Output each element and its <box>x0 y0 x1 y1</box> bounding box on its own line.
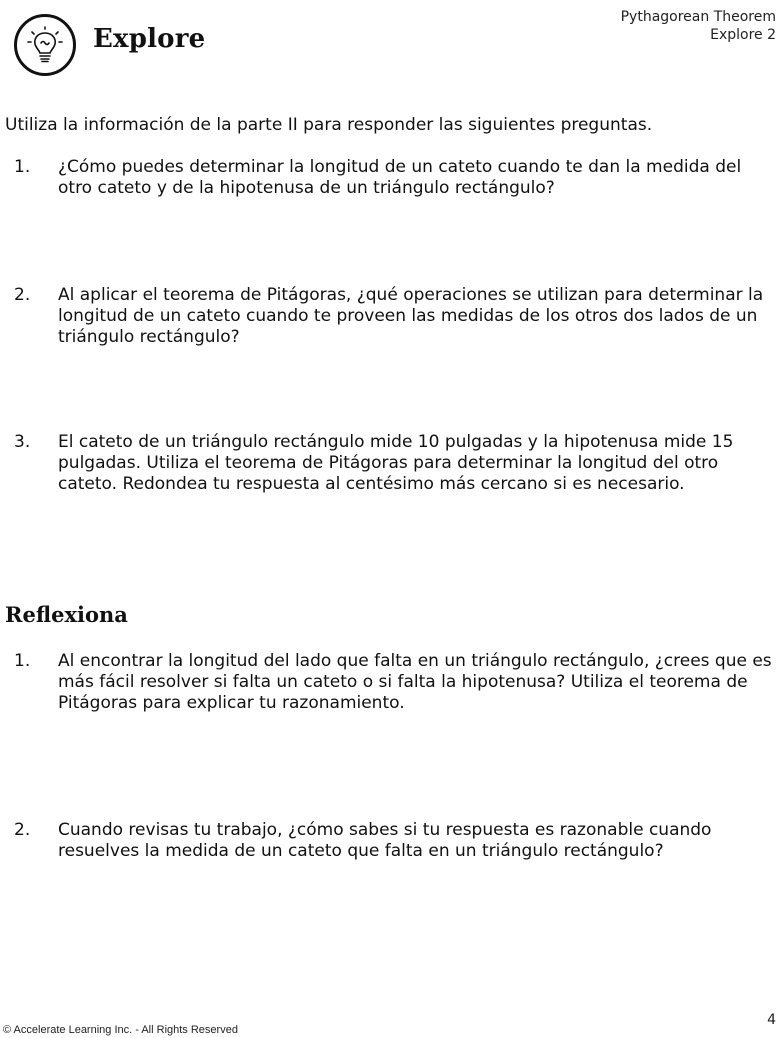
question-text: Al aplicar el teorema de Pitágoras, ¿qué operaciones se utilizan para determinar la longitud de un cateto cuando te proveen las medidas de los otros dos lados de un triángulo rectángulo? <box>58 285 764 347</box>
lightbulb-icon <box>23 23 67 67</box>
copyright-footer: © Accelerate Learning Inc. - All Rights Reserved <box>3 1024 238 1036</box>
header-meta <box>621 8 776 44</box>
question-text: Al encontrar la longitud del lado que falta en un triángulo rectángulo, ¿crees que es más fácil resolver si falta un cateto o si falta la hipotenusa? Utiliza el teorema de Pitágoras para explicar tu razonamiento. <box>58 651 772 713</box>
question-number: 2. <box>14 820 31 840</box>
reflect-heading: Reflexiona <box>5 602 128 627</box>
page-number: 4 <box>767 1012 776 1028</box>
question-number: 3. <box>14 432 31 452</box>
lightbulb-badge <box>14 14 76 76</box>
question-text: ¿Cómo puedes determinar la longitud de un cateto cuando te dan la medida del otro cateto y de la hipotenusa de un triángulo rectángulo? <box>58 157 742 198</box>
question-number: 1. <box>14 651 31 671</box>
page-title: Explore <box>93 24 206 54</box>
instructions: Utiliza la información de la parte II para responder las siguientes preguntas. <box>5 115 653 135</box>
topic-label: Pythagorean Theorem <box>620 9 776 25</box>
question-text: Cuando revisas tu trabajo, ¿cómo sabes si tu respuesta es razonable cuando resuelves la medida de un cateto que falta en un triángulo rectángulo? <box>58 820 712 861</box>
question-number: 1. <box>14 157 31 177</box>
subtitle-label: Explore 2 <box>710 27 776 43</box>
question-text: El cateto de un triángulo rectángulo mide 10 pulgadas y la hipotenusa mide 15 pulgadas. Utiliza el teorema de Pitágoras para determinar la longitud del otro cateto. Redondea tu respuesta al centésimo más cercano si es necesario. <box>58 432 734 494</box>
question-number: 2. <box>14 285 31 305</box>
